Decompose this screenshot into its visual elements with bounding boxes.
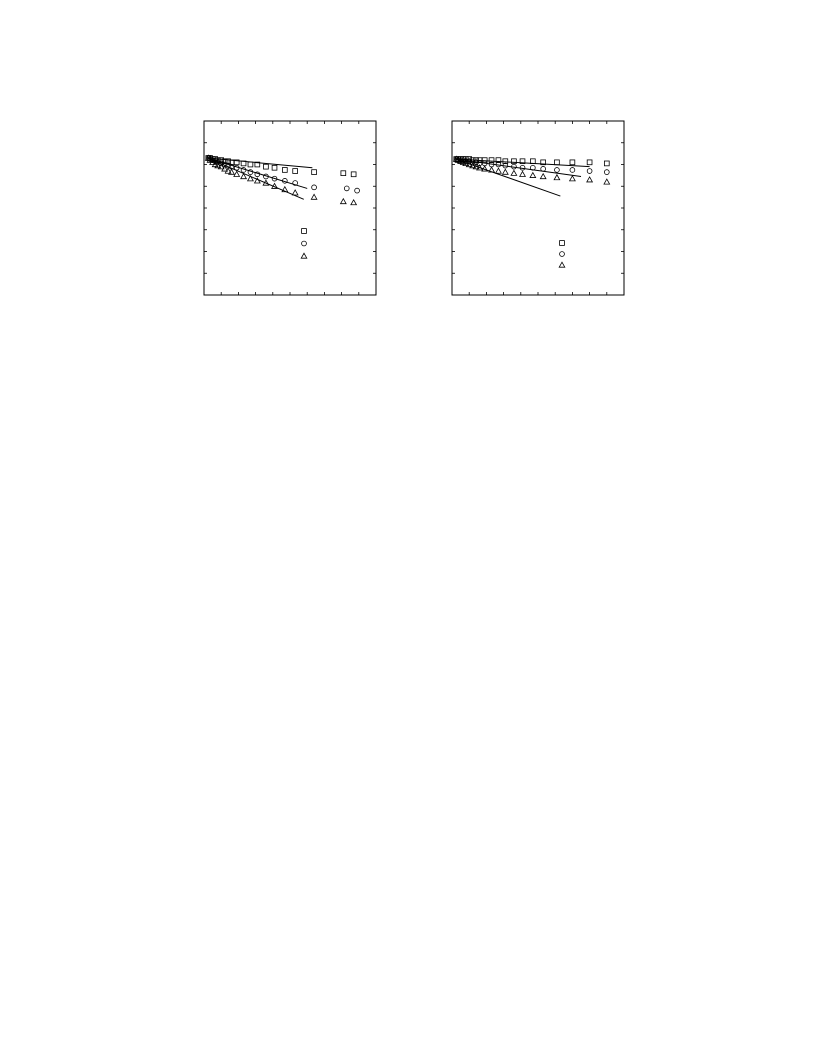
data-point-square (282, 168, 287, 173)
data-point-triangle (496, 168, 502, 173)
axes-frame (204, 121, 376, 295)
data-point-triangle (351, 200, 357, 205)
fit-line-triangle (207, 158, 303, 199)
legend-symbol-circle (560, 252, 565, 257)
data-point-triangle (587, 177, 593, 182)
data-point-square (293, 169, 298, 174)
legend-symbol-square (560, 241, 565, 246)
data-point-triangle (540, 174, 546, 179)
data-point-triangle (292, 190, 298, 195)
data-point-square (604, 161, 609, 166)
legend (559, 241, 565, 268)
right-chart-svg (446, 115, 634, 300)
data-point-square (264, 164, 269, 169)
data-point-square (570, 160, 575, 165)
data-point-circle (541, 166, 546, 171)
data-point-triangle (570, 176, 576, 181)
data-point-triangle (311, 194, 317, 199)
data-point-square (555, 160, 560, 165)
data-point-square (272, 165, 277, 170)
data-point-circle (604, 170, 609, 175)
legend-symbol-triangle (559, 262, 565, 267)
data-point-square (351, 172, 356, 177)
data-point-circle (312, 185, 317, 190)
legend-symbol-circle (302, 241, 307, 246)
left-chart-panel (198, 115, 386, 300)
data-point-square (312, 170, 317, 175)
data-point-circle (344, 186, 349, 191)
legend (301, 229, 307, 259)
legend-symbol-triangle (301, 253, 307, 258)
axes-frame (452, 121, 624, 295)
data-point-triangle (530, 173, 536, 178)
data-point-triangle (604, 179, 610, 184)
data-point-triangle (248, 176, 254, 181)
data-point-square (341, 171, 346, 176)
data-point-triangle (554, 175, 560, 180)
data-point-triangle (520, 171, 526, 176)
right-chart-panel (446, 115, 634, 300)
data-point-circle (555, 168, 560, 173)
data-point-triangle (234, 171, 240, 176)
left-chart-svg (198, 115, 386, 300)
data-point-square (587, 160, 592, 165)
data-point-circle (355, 188, 360, 193)
data-point-circle (255, 172, 260, 177)
data-point-triangle (511, 170, 517, 175)
data-point-square (248, 162, 253, 167)
data-point-triangle (341, 199, 347, 204)
data-point-circle (570, 168, 575, 173)
data-point-circle (587, 169, 592, 174)
legend-symbol-square (302, 229, 307, 234)
data-point-triangle (503, 169, 509, 174)
